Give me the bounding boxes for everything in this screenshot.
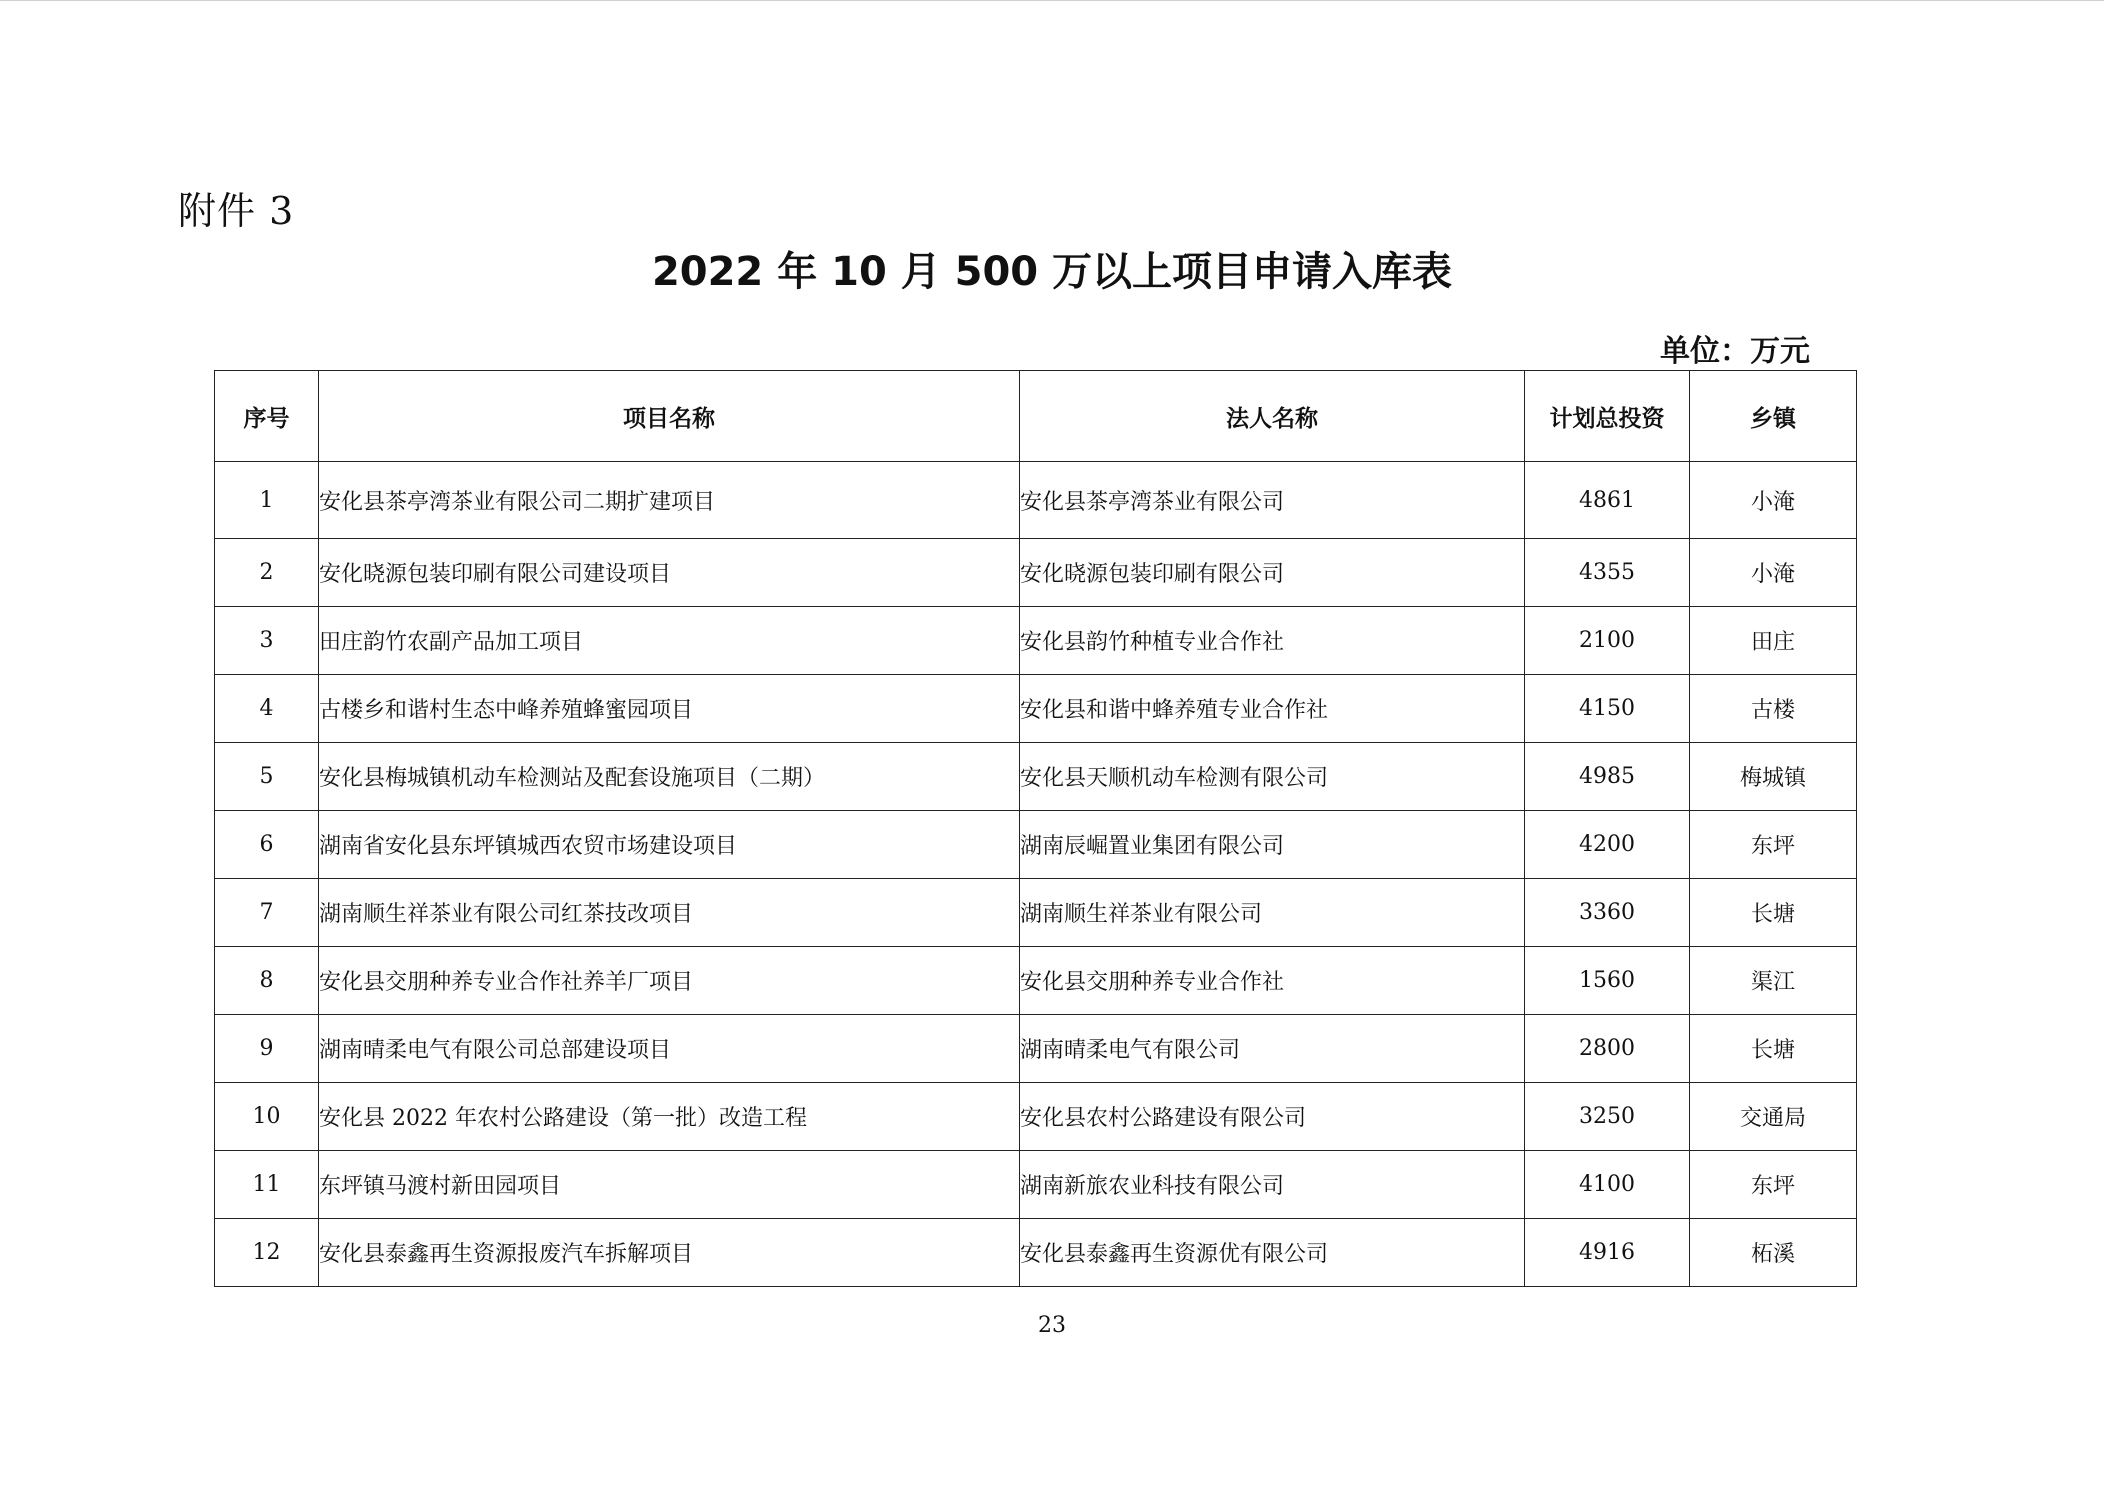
cell-total-investment: 4200 <box>1525 811 1690 879</box>
table-header-row <box>215 371 1857 462</box>
cell-total-investment: 2800 <box>1525 1015 1690 1083</box>
table-row <box>215 462 1857 539</box>
cell-project-name: 湖南晴柔电气有限公司总部建设项目 <box>319 1015 1020 1083</box>
cell-index: 9 <box>215 1015 319 1083</box>
cell-project-name: 东坪镇马渡村新田园项目 <box>319 1151 1020 1219</box>
cell-legal-entity: 安化县天顺机动车检测有限公司 <box>1020 743 1525 811</box>
cell-legal-entity: 安化县农村公路建设有限公司 <box>1020 1083 1525 1151</box>
cell-township: 长塘 <box>1690 1015 1857 1083</box>
cell-township: 柘溪 <box>1690 1219 1857 1287</box>
cell-index: 7 <box>215 879 319 947</box>
cell-index: 4 <box>215 675 319 743</box>
cell-legal-entity: 湖南新旅农业科技有限公司 <box>1020 1151 1525 1219</box>
project-table <box>214 370 1857 1287</box>
table-row <box>215 675 1857 743</box>
table-row <box>215 1015 1857 1083</box>
table-row <box>215 539 1857 607</box>
cell-township: 小淹 <box>1690 462 1857 539</box>
cell-total-investment: 4355 <box>1525 539 1690 607</box>
cell-index: 2 <box>215 539 319 607</box>
table-row <box>215 1083 1857 1151</box>
cell-index: 8 <box>215 947 319 1015</box>
table-body <box>215 462 1857 1287</box>
cell-legal-entity: 安化县韵竹种植专业合作社 <box>1020 607 1525 675</box>
page-top-border <box>0 0 2104 1</box>
cell-legal-entity: 安化县泰鑫再生资源优有限公司 <box>1020 1219 1525 1287</box>
attachment-label: 附件 3 <box>178 189 295 233</box>
header-legal-entity: 法人名称 <box>1020 371 1525 462</box>
cell-project-name: 安化县 2022 年农村公路建设（第一批）改造工程 <box>319 1083 1020 1151</box>
header-total-investment: 计划总投资 <box>1525 371 1690 462</box>
cell-project-name: 安化县泰鑫再生资源报废汽车拆解项目 <box>319 1219 1020 1287</box>
cell-township: 东坪 <box>1690 1151 1857 1219</box>
cell-project-name: 古楼乡和谐村生态中峰养殖蜂蜜园项目 <box>319 675 1020 743</box>
cell-township: 交通局 <box>1690 1083 1857 1151</box>
table-row <box>215 743 1857 811</box>
cell-township: 长塘 <box>1690 879 1857 947</box>
cell-township: 梅城镇 <box>1690 743 1857 811</box>
cell-legal-entity: 安化县交朋种养专业合作社 <box>1020 947 1525 1015</box>
cell-total-investment: 2100 <box>1525 607 1690 675</box>
header-project-name: 项目名称 <box>319 371 1020 462</box>
table-row <box>215 947 1857 1015</box>
cell-township: 东坪 <box>1690 811 1857 879</box>
cell-total-investment: 1560 <box>1525 947 1690 1015</box>
cell-township: 田庄 <box>1690 607 1857 675</box>
table-row <box>215 879 1857 947</box>
document-title: 2022 年 10 月 500 万以上项目申请入库表 <box>651 249 1453 295</box>
cell-index: 1 <box>215 462 319 539</box>
table-row <box>215 1151 1857 1219</box>
cell-township: 小淹 <box>1690 539 1857 607</box>
cell-total-investment: 3250 <box>1525 1083 1690 1151</box>
cell-legal-entity: 安化县茶亭湾茶业有限公司 <box>1020 462 1525 539</box>
cell-total-investment: 3360 <box>1525 879 1690 947</box>
cell-legal-entity: 湖南辰崛置业集团有限公司 <box>1020 811 1525 879</box>
cell-legal-entity: 湖南顺生祥茶业有限公司 <box>1020 879 1525 947</box>
header-township: 乡镇 <box>1690 371 1857 462</box>
cell-township: 古楼 <box>1690 675 1857 743</box>
cell-index: 10 <box>215 1083 319 1151</box>
cell-project-name: 湖南顺生祥茶业有限公司红茶技改项目 <box>319 879 1020 947</box>
unit-label: 单位：万元 <box>1660 334 1810 369</box>
table-row <box>215 1219 1857 1287</box>
cell-total-investment: 4150 <box>1525 675 1690 743</box>
page-number: 23 <box>1038 1313 1066 1338</box>
cell-total-investment: 4985 <box>1525 743 1690 811</box>
cell-index: 5 <box>215 743 319 811</box>
cell-project-name: 安化县梅城镇机动车检测站及配套设施项目（二期） <box>319 743 1020 811</box>
cell-total-investment: 4100 <box>1525 1151 1690 1219</box>
table-row <box>215 607 1857 675</box>
table-row <box>215 811 1857 879</box>
cell-total-investment: 4861 <box>1525 462 1690 539</box>
cell-total-investment: 4916 <box>1525 1219 1690 1287</box>
cell-project-name: 安化晓源包装印刷有限公司建设项目 <box>319 539 1020 607</box>
cell-project-name: 田庄韵竹农副产品加工项目 <box>319 607 1020 675</box>
cell-township: 渠江 <box>1690 947 1857 1015</box>
cell-legal-entity: 湖南晴柔电气有限公司 <box>1020 1015 1525 1083</box>
cell-legal-entity: 安化县和谐中蜂养殖专业合作社 <box>1020 675 1525 743</box>
cell-project-name: 湖南省安化县东坪镇城西农贸市场建设项目 <box>319 811 1020 879</box>
cell-index: 12 <box>215 1219 319 1287</box>
cell-project-name: 安化县茶亭湾茶业有限公司二期扩建项目 <box>319 462 1020 539</box>
cell-index: 11 <box>215 1151 319 1219</box>
header-index: 序号 <box>215 371 319 462</box>
cell-project-name: 安化县交朋种养专业合作社养羊厂项目 <box>319 947 1020 1015</box>
cell-index: 3 <box>215 607 319 675</box>
cell-index: 6 <box>215 811 319 879</box>
cell-legal-entity: 安化晓源包装印刷有限公司 <box>1020 539 1525 607</box>
